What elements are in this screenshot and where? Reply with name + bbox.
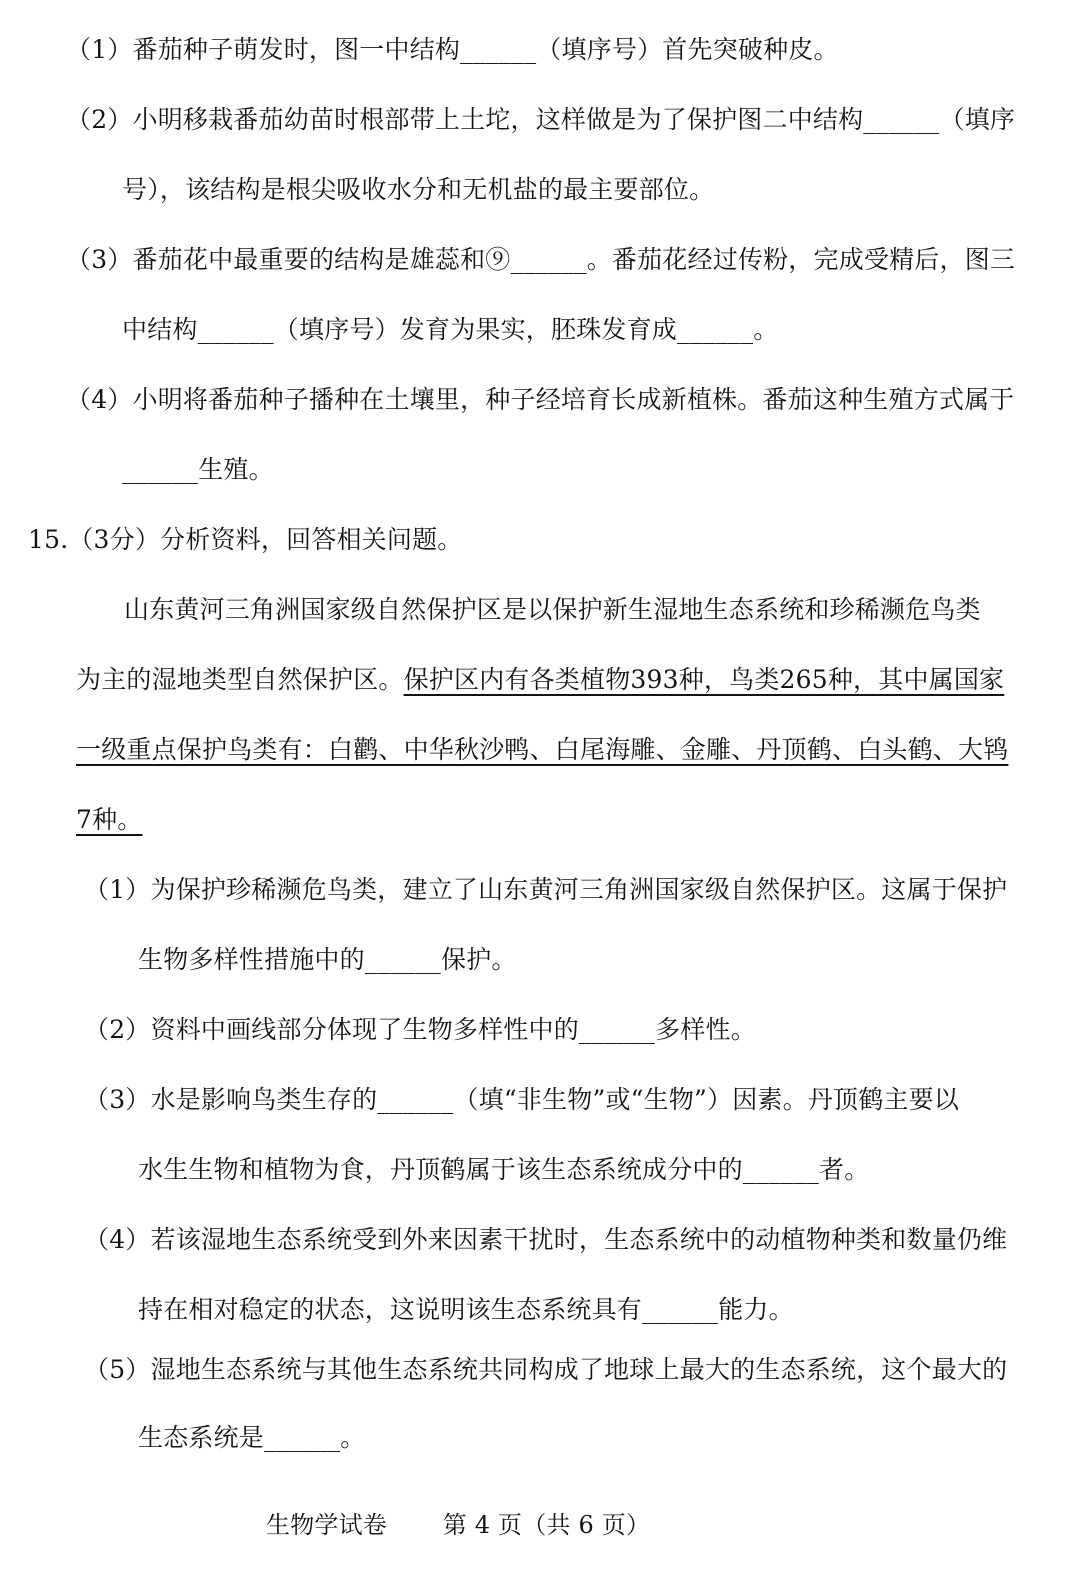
footer-subject: 生物学试卷 bbox=[266, 1511, 387, 1539]
q14-part2-line1: （2）小明移栽番茄幼苗时根部带上土坨，这样做是为了保护图二中结构______（填序 bbox=[66, 105, 1016, 134]
q14-part1: （1）番茄种子萌发时，图一中结构______（填序号）首先突破种皮。 bbox=[66, 35, 839, 64]
q14-part3-line2: 中结构______（填序号）发育为果实，胚珠发育成______。 bbox=[122, 315, 779, 344]
q15-passage-line4: 7种。 bbox=[76, 805, 143, 834]
q14-part3-line1: （3）番茄花中最重要的结构是雄蕊和⑨______。番茄花经过传粉，完成受精后，图三 bbox=[66, 245, 1016, 274]
q15-passage-line2-underlined: 保护区内有各类植物393种，鸟类265种，其中属国家 bbox=[403, 665, 1005, 694]
q14-part4-line2: ______生殖。 bbox=[122, 455, 274, 484]
q15-part2: （2）资料中画线部分体现了生物多样性中的______多样性。 bbox=[84, 1015, 756, 1044]
q15-passage-line2 bbox=[76, 663, 1004, 697]
q15-part3-line2: 水生生物和植物为食，丹顶鹤属于该生态系统成分中的______者。 bbox=[138, 1155, 870, 1184]
q15-part4-line1: （4）若该湿地生态系统受到外来因素干扰时，生态系统中的动植物种类和数量仍维 bbox=[84, 1225, 1008, 1254]
q15-part5-line1: （5）湿地生态系统与其他生态系统共同构成了地球上最大的生态系统，这个最大的 bbox=[84, 1355, 1008, 1384]
q14-part2-line2: 号），该结构是根尖吸收水分和无机盐的最主要部位。 bbox=[122, 175, 715, 204]
q15-passage-line1: 山东黄河三角洲国家级自然保护区是以保护新生湿地生态系统和珍稀濒危鸟类 bbox=[124, 595, 981, 624]
q15-part1-line1: （1）为保护珍稀濒危鸟类，建立了山东黄河三角洲国家级自然保护区。这属于保护 bbox=[84, 875, 1008, 904]
q15-part5-line2: 生态系统是______。 bbox=[138, 1423, 366, 1452]
footer-page-number: 第 4 页（共 6 页） bbox=[442, 1511, 651, 1539]
q15-part3-line1: （3）水是影响鸟类生存的______（填“非生物”或“生物”）因素。丹顶鹤主要以 bbox=[84, 1085, 960, 1114]
q15-passage-line2-plain: 为主的湿地类型自然保护区。 bbox=[76, 665, 404, 694]
q15-header: 15.（3分）分析资料，回答相关问题。 bbox=[28, 525, 463, 554]
q14-part4-line1: （4）小明将番茄种子播种在土壤里，种子经培育长成新植株。番茄这种生殖方式属于 bbox=[66, 385, 1015, 414]
page-footer bbox=[266, 1508, 650, 1542]
q15-passage-line3: 一级重点保护鸟类有：白鹳、中华秋沙鸭、白尾海雕、金雕、丹顶鹤、白头鹤、大鸨 bbox=[76, 735, 1009, 764]
q15-part4-line2: 持在相对稳定的状态，这说明该生态系统具有______能力。 bbox=[138, 1295, 794, 1324]
q15-part1-line2: 生物多样性措施中的______保护。 bbox=[138, 945, 517, 974]
